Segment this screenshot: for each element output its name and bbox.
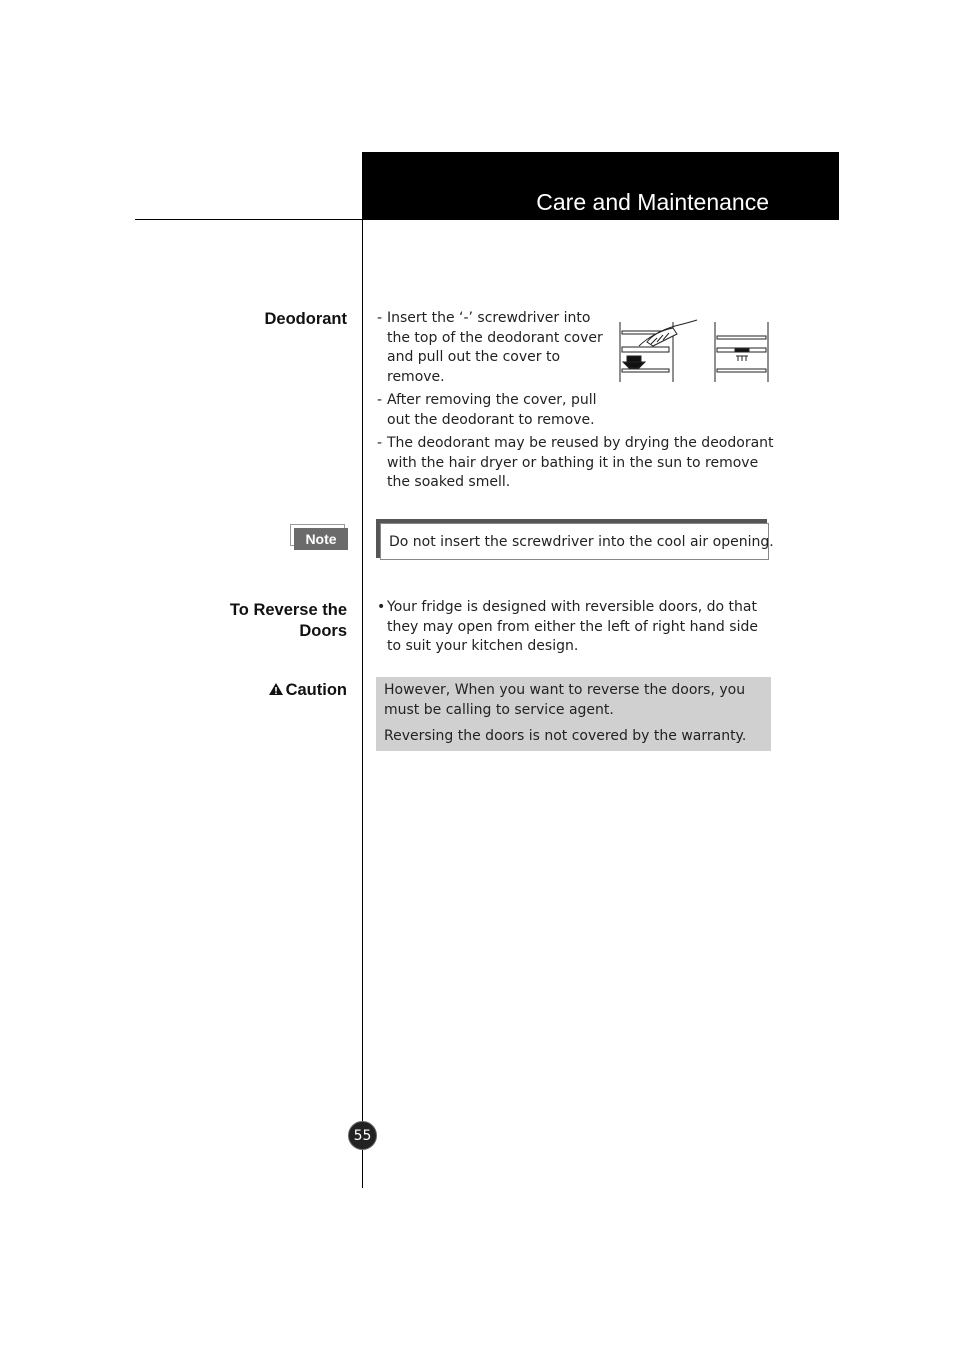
- reverse-doors-heading: To Reverse the Doors: [229, 601, 347, 640]
- reverse-doors-item: • Your fridge is designed with reversible doors, do that they may open from either the left of right hand side to suit your kitchen design.: [377, 599, 758, 654]
- deodorant-step-1: - Insert the ‘-’ screwdriver into the top of the deodorant cover and pull out the cover to remove.: [377, 310, 603, 385]
- caution-box: However, When you want to reverse the doors, you must be calling to service agent. Reversing the doors is not covered by the warranty.: [376, 677, 771, 751]
- note-badge: [290, 524, 347, 548]
- note-text: Do not insert the screwdriver into the cool air opening.: [380, 523, 769, 560]
- deodorant-removed-figure: [715, 322, 768, 382]
- page-number: 55: [348, 1121, 377, 1150]
- note-badge-label: Note: [294, 528, 348, 550]
- reverse-doors-text: [377, 598, 777, 657]
- header-bar: [362, 152, 839, 220]
- page-title: Care and Maintenance: [536, 189, 769, 215]
- caution-heading: Caution: [268, 680, 347, 701]
- cover-removal-figure: [620, 320, 697, 382]
- header-rule: [135, 219, 362, 220]
- note-box: [376, 519, 774, 562]
- deodorant-heading: Deodorant: [264, 310, 347, 328]
- deodorant-illustration: [617, 316, 773, 384]
- column-divider: [362, 220, 363, 1188]
- warning-icon: [268, 682, 284, 696]
- deodorant-step-2: - After removing the cover, pull out the deodorant to remove.: [377, 392, 597, 428]
- deodorant-step-3-block: [377, 434, 777, 493]
- deodorant-step-3: - The deodorant may be reused by drying the deodorant with the hair dryer or bathing it in the sun to remove the soaked smell.: [377, 435, 774, 490]
- deodorant-steps: [377, 309, 617, 430]
